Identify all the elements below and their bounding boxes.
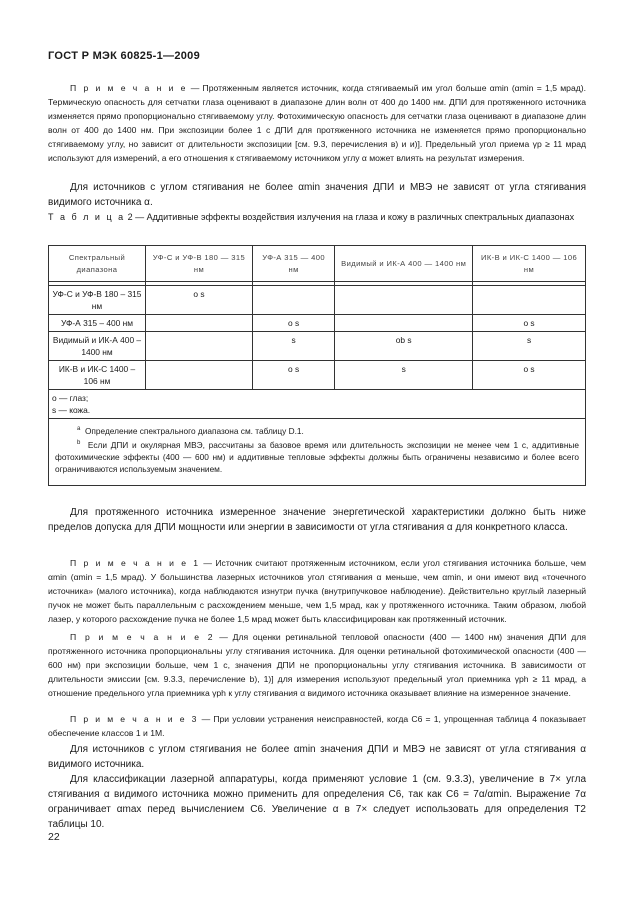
header-cell: Видимый и ИК-А 400 — 1400 нм <box>335 246 473 282</box>
table-header-row <box>49 246 586 282</box>
table-caption: Т а б л и ц а 2 — Аддитивные эффекты воздействия излучения на глаза и кожу в различных спектральных диапазонах <box>48 212 575 222</box>
intro-note <box>48 81 586 165</box>
header-cell: Спектральный диапазонa <box>49 246 146 282</box>
effect-cell <box>252 286 334 315</box>
band-cell: УФ-А 315 – 400 нм <box>49 315 146 332</box>
note-1: П р и м е ч а н и е 1 — Источник считают протяженным источником, если угол стягивания источника больше, чем αmin (αmin = 1,5 мрад). У большинства лазерных источников угол стягивания α меньше, чем αmin, и они имеют вид «точечного источника» (малого источника), когда наблюдаются изнутри пучка (внутрипучковое наблюдение). Действительно круглый лазерный пучок не может быть параллельным с расхождением меньше, чем 1,5 мрад, как у протяженного источника. Таким образом, любой лазер, у которого расхождение пучка не более 1,5 мрад может быть классифицирован как протяженный источник. <box>48 558 586 624</box>
effect-cell <box>473 286 586 315</box>
paragraph-classification: Для классификации лазерной аппаратуры, когда применяют условие 1 (см. 9.3.3), увеличение в 7× угла стягивания α видимого источника можно применить для определения C6, так как C6 = 7α/αmin. Выражение 7α ограничивает αmax перед вычислением C6. Увеличение α в 7× следует использовать для определения T2 таблицы 10. <box>48 774 586 830</box>
note-2: П р и м е ч а н и е 2 — Для оценки ретинальной тепловой опасности (400 — 1400 нм) значения ДПИ для протяженного источника пропорциональны углу стягивания источника. Для оценки ретинальной фотохимической опасности (400 — 600 нм) при экспозиции больше, чем 1 с, значения ДПИ не пропорциональны углу стягивания источника. В зависимости от длительности эмиссии [см. 9.3.3, перечисление b), 1)] для измерения используют предельный угол приемника γph ≥ 11 мрад, а отношение предельного угла приемника γph к углу стягивания α видимого источника оказывает влияние на измеренное значение. <box>48 632 586 698</box>
effect-cell: ob s <box>335 332 473 361</box>
band-cell: ИК-В и ИК-С 1400 – 106 нм <box>49 361 146 390</box>
legend-eye: o — глаз; <box>52 393 89 403</box>
effect-cell: o s <box>252 315 334 332</box>
table-row <box>49 332 586 361</box>
effect-cell: o s <box>473 361 586 390</box>
effect-cell <box>335 315 473 332</box>
header-cell: ИК-В и ИК-С 1400 — 106 нм <box>473 246 586 282</box>
page-number: 22 <box>48 831 60 843</box>
effect-cell: s <box>335 361 473 390</box>
table-footnotes <box>49 419 586 486</box>
footnote-b: $^b$ Если ДПИ и окулярная МВЭ, рассчитаны за базовое время или длительность экспозиции не менее чем 1 с, аддитивные фотохимические эффекты (400 — 600 нм) и аддитивные тепловые эффекты должны быть ограничены независимо и более всего ограничиваются используемым значением. <box>55 439 579 474</box>
note-label: П р и м е ч а н и е <box>70 83 188 93</box>
note-text: — Протяженным является источник, когда стягиваемый им угол больше αmin (αmin = 1,5 мрад). Термическую опасность для сетчатки глаза оценивают в диапазоне длин волн от 400 до 1400 нм. ДПИ для протяженного источника изменяется прямо пропорционально стягиваемому углу. Фотохимическую опасность для сетчатки глаза оценивают в диапазоне длин волн от 400 до 1400 нм. При экспозиции более 1 с ДПИ для протяженного источника не изменяется прямо пропорционально стягиваемому углу, но зависит от длительности экспозиции [см. 9.3, перечисления в) и и)]. Предельный угол приема γp ≥ 11 мрад используют для измерений, а его отношения к стягиваемому источником углу α может влиять на результат измерения. <box>48 83 586 163</box>
table-legend <box>49 390 586 419</box>
effect-cell: o s <box>473 315 586 332</box>
legend-skin: s — кожа. <box>52 405 91 415</box>
effect-cell <box>335 286 473 315</box>
note-3: П р и м е ч а н и е 3 — При условии устранения неисправностей, когда C6 = 1, упрощенная таблица 4 показывает обеспечение классов 1 и 1М. <box>48 714 586 738</box>
document-header: ГОСТ Р МЭК 60825-1—2009 <box>48 50 200 62</box>
effect-cell: s <box>473 332 586 361</box>
table-row <box>49 361 586 390</box>
effect-cell <box>146 315 253 332</box>
paragraph-small-source: Для источников с углом стягивания не более αmin значения ДПИ и МВЭ не зависят от угла стягивания α видимого источника. <box>48 744 586 770</box>
band-cell: Видимый и ИК-А 400 – 1400 нм <box>49 332 146 361</box>
table-row <box>49 286 586 315</box>
effect-cell <box>146 332 253 361</box>
table-row <box>49 315 586 332</box>
paragraph-extended-source: Для протяженного источника измеренное значение энергетической характеристики должно быть ниже пределов допуска для ДПИ мощности или энергии в зависимости от угла стягивания α для конкретного класса. <box>48 507 586 533</box>
header-cell: УФ-С и УФ-В 180 — 315 нм <box>146 246 253 282</box>
effect-cell: o s <box>146 286 253 315</box>
effect-cell: s <box>252 332 334 361</box>
header-cell: УФ-А 315 — 400 нм <box>252 246 334 282</box>
footnote-a: $^a$ Определение спектрального диапазона см. таблицу D.1. <box>77 425 304 436</box>
paragraph-subtended-angle: Для источников с углом стягивания не более αmin значения ДПИ и МВЭ не зависят от угла стягивания видимого источника α. <box>48 182 586 208</box>
effect-cell: o s <box>252 361 334 390</box>
effect-cell <box>146 361 253 390</box>
additive-effects-table <box>48 245 586 486</box>
band-cell: УФ-С и УФ-В 180 – 315 нм <box>49 286 146 315</box>
